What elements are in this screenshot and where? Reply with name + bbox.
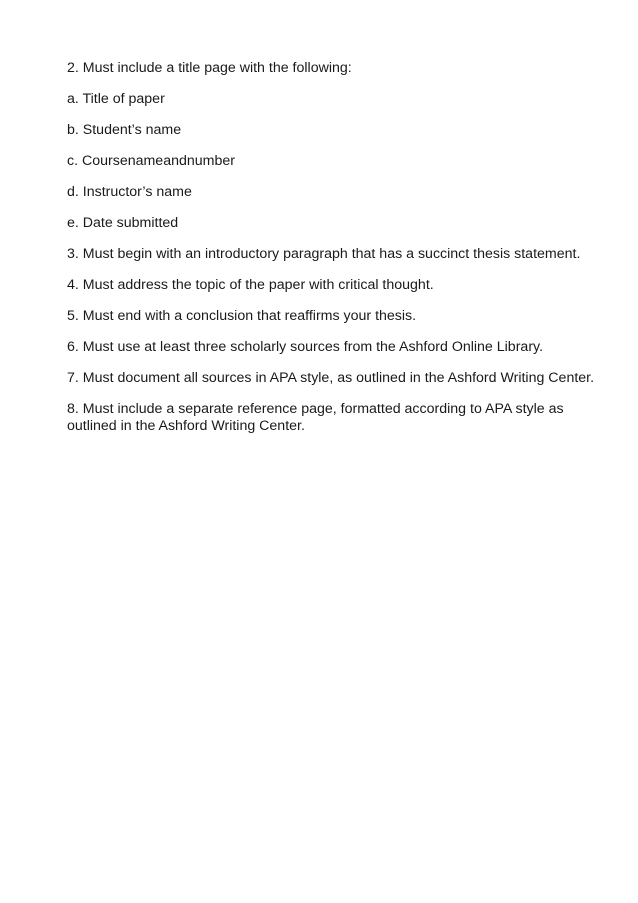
requirements-list [67,60,598,435]
title-page-item-instructor: d. Instructor’s name [67,184,192,200]
requirement-apa-style: 7. Must document all sources in APA style, as outlined in the Ashford Writing Center. [67,370,595,386]
title-page-item-title: a. Title of paper [67,91,165,107]
requirement-conclusion: 5. Must end with a conclusion that reaffirms your thesis. [67,308,417,324]
requirement-critical-thought: 4. Must address the topic of the paper with critical thought. [67,277,434,293]
requirement-title-page: 2. Must include a title page with the following: [67,60,352,76]
requirement-introduction: 3. Must begin with an introductory paragraph that has a succinct thesis statement. [67,246,581,262]
title-page-item-course: c. Coursenameandnumber [67,153,235,169]
title-page-item-date: e. Date submitted [67,215,179,231]
title-page-item-student-name: b. Student’s name [67,122,182,138]
requirement-reference-page: 8. Must include a separate reference page, formatted according to APA style as outlined in the Ashford Writing Center. [67,401,564,434]
requirement-sources: 6. Must use at least three scholarly sources from the Ashford Online Library. [67,339,544,355]
